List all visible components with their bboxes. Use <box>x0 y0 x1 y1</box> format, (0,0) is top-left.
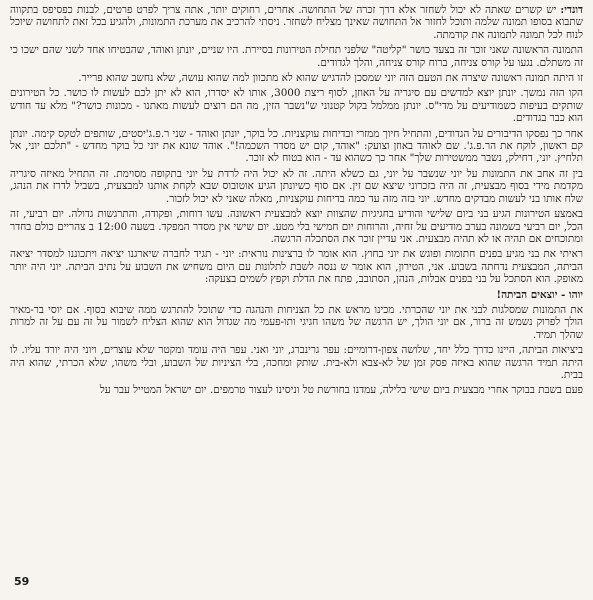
paragraph-text: פעם בשבת בבוקר אחרי מבצעית ביום שישי בלילה, עמדנו בחורשת טל וניסינו לעצור טרמפים. יום ישראל המטייל עבר על <box>99 384 583 397</box>
shout-line <box>10 289 583 301</box>
paragraph <box>10 344 583 381</box>
paragraph <box>10 72 583 84</box>
paragraph-text: התמונה הראשונה שאני זוכר זה בצעד כושר "קליטה" שלפני תחילת הטירונות בסיירת. היו שניים, יונתן ואוהד, שהבטיחו אחד לשני שהם ישכו כי זה משתלם. נגעו על קורס צניחה, ברוח קורס צניחה, והלך לגדודים. <box>10 44 583 69</box>
paragraph-text: יש קשרים שאתה לא יכול לשחזר אלא דרך זכרה של התחושה. אחרים, רחוקים יותר, אתה צריך לפרט פרטים, לבנות כפסיפס בתקווה שתבוא בסופו תמונה שלמה ותוכל לחזור אל התחושה שאינך מצליח לשחזר. ניסתי להרכיב את מערכת התמונות, ולהגיע בכל זאת לתחושה שיוכל לנוח לכל תמונה לתמונה את קודמתה. <box>10 4 583 41</box>
paragraph <box>10 168 583 205</box>
paragraph-text: ביציאות הביתה, היינו כדרך כלל יחד, שלושה צפון-דרומיים: עפר גרינברג, יוני ואני. עפר היה עומד ומקטר שלא עוצרים, ויוני היה יורד עליו. לו היתה תמיד הרגשה שהוא באיזה פסק זמן של לא-צבא ולא-בית. שותק ומחכה, בלי הציניות של השבוע, ובלי משהו, שלא הכרתי, שהוא היה בבית. <box>10 344 583 381</box>
page-number: 59 <box>14 575 30 588</box>
paragraph <box>10 128 583 165</box>
paragraph-text: את התמונות שמסלגות לבני את יוני שהכרתי. מכינו מראש את כל הצניחות והנהגה כדי שתוכל להתרגש ממה שיבוא בסוף. אם יוסי בר-מאיר הולך לפרוק נשמש זה ברור, אם יוני הולך, יש הרגשה של משהו חגיגי ותו-פעמי מה שגדול הוא שהוא הצליח לשמור על זה עם על זה למרות שהלך תמיד. <box>10 303 583 341</box>
paragraph <box>10 248 583 285</box>
paragraph-text: באמצע הטירונות הגיע בני ביום שלישי והודיע בחגיגיות שהצוות יוצא למבצעית ראשונה. עשו דוחות, ופקודה, והתרגשות גדולה. יום רביעי, זה הכל, יום רביעי בשמונה בערב מודיעים על זחיה, והרוחות יום חמישי בלי מטע. יום שישי אין מסדר המפקד. בשעה 12:00 ב צהריים כולם בחדר ומתוכחים אם תהיה או לא תהיה מבצעית. אני עדיין זוכר את הסתכלה הרגשה. <box>10 208 583 245</box>
paragraph-text: הקו הזה נמשך. יונתן יוצא למדשים עם סיגריה על האוזן, לסוף ריצת 3000, אותו לא יסדרו, הוא לא יתן לכם לעשות לו כושר. כל הטירונים שותקים בעיפות כשמודיעים על מדי"ס. יונתן ממלמל בקול קטנוני ש"נשבר הזין, מה הם רוצים לעשות מאתנו - מכונות כושר?" מלא עד חודש הוא כבר בגדודים. <box>10 87 583 125</box>
paragraph-text: ראיתי את בני מגיע בפנים חתומות ופוגש את יוני בחוץ. הוא אומר לו ברצינות נוראית: יוני - תגיד לחברה שיארגנו יציאה ויתכוננו למסדר יציאה הביתה, המבצעית נדחתה בשבוע. אני, הטירון, הוא אומר ש ננסה לשבת לתלונות עם היום משחיש את השבוע על נתיב הביתה. יוני היה יותר מאופק. הוא הסתכל על בני בפנים אבלות, הנהן, הסתובב, פתח את הדלת וקפץ לשמים בצעקה: <box>10 248 583 286</box>
paragraph <box>10 44 583 69</box>
paragraph <box>10 208 583 245</box>
paragraph <box>10 384 583 396</box>
document-page <box>10 4 583 564</box>
paragraph-text: אחר כך נפסקו הדיבורים על הגדודים, והתחיל חיוך ממזרי ובדיחות עוקצניות. כל בוקר, יונתן ואוהד - שני ר.פ.ג'יסטים, שותפים לטקס קימה. יונתן קם ראשון, לוקח את הר.פ.ג'. שם לאוהד באוזן וצועק: "אוהד, קום יש מסדר השכמה!". אוהד שונא את יוני כל בוקר מחדש - "תלכם יוני, אל תלחיץ. יוני, דחילק, נשבר ממשטירות שלך" אחר כך כשהוא עד - הוא בטוח לא זוכר. <box>10 127 583 165</box>
speaker-label: דונדי: <box>560 4 583 16</box>
paragraph <box>10 87 583 124</box>
paragraph <box>10 4 583 41</box>
paragraph <box>10 304 583 341</box>
paragraph-text: יוהו - יוצאים הביתה! <box>496 288 583 301</box>
paragraph-text: בין זה אחב את התמונות על יוני שנשבר על יוני, גם כשלא היתה. זה לא יכול היה לרדת על יוני בתקופה מסוימת. זה התחיל מאיזה סיגריה מקדמת מידי בסוף מבצעית, זה היה בזכרוני שיצא שם זין. אם סוף כשיונתן הגיע אוטובוס שבא לקחת אותנו למבצעית, בשביל לדרז את הנהג, שלח אותו בני לעשות מבדקים מחדש. יוני בזה מזה עד כמה בדיחות עוקצניות, מאלה שאני לא יכול לזכור. <box>10 167 583 205</box>
paragraph-text: זו היתה תמונה ראשונה שיצרה את הטעם הזה יוני שמסכן להדגיש שהוא לא מתכוון למה שהוא עושה, שלא נחשב שהוא פרייר. <box>78 72 583 85</box>
